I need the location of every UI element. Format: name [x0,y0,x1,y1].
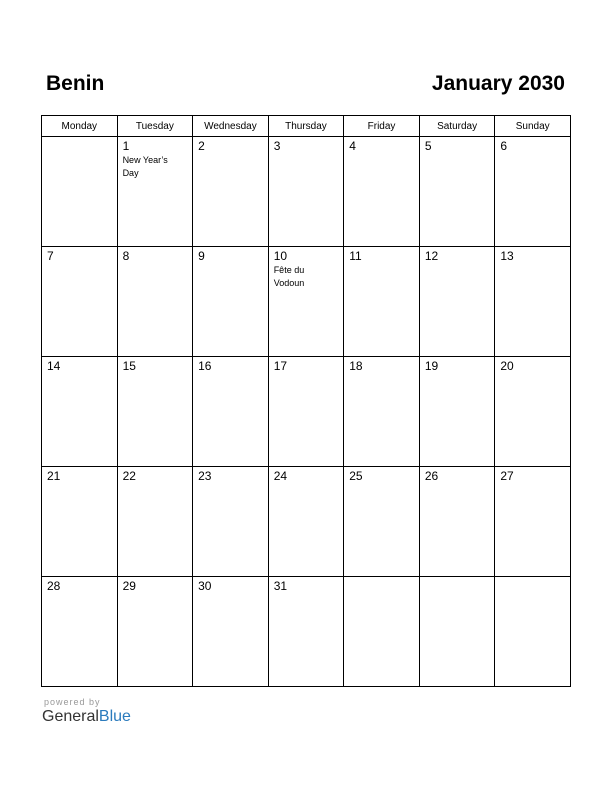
calendar-body [42,137,571,687]
day-cell [42,577,118,687]
day-number: 15 [122,359,136,373]
day-cell [268,357,344,467]
day-number: 2 [198,139,205,153]
day-cell-content [344,577,419,580]
weekday-header: Saturday [419,116,495,137]
day-cell [495,577,571,687]
day-number: 14 [47,359,61,373]
weekday-header: Monday [42,116,118,137]
day-cell [193,357,269,467]
holiday-label: Fête du Vodoun [273,265,305,288]
day-cell [344,137,420,247]
day-cell [117,577,193,687]
day-cell-content [193,357,268,373]
day-cell [344,467,420,577]
day-number: 27 [500,469,514,483]
day-cell [42,137,118,247]
day-cell-content [193,247,268,263]
day-cell [117,247,193,357]
day-cell-content [42,357,117,373]
day-cell [495,467,571,577]
day-cell [117,467,193,577]
day-cell-content [269,247,344,290]
holiday-label: New Year’s Day [122,155,168,178]
day-cell-content [420,357,495,373]
day-cell-content [495,467,570,483]
week-row [42,577,571,687]
day-cell [193,467,269,577]
day-number: 24 [273,469,288,483]
month-title: January 2030 [431,72,565,95]
day-number: 30 [198,579,212,593]
day-number: 13 [500,249,514,263]
day-cell-content [42,577,117,593]
day-number: 31 [273,579,288,593]
day-cell-content [495,137,570,153]
calendar-grid [41,115,571,687]
day-number: 16 [198,359,212,373]
day-cell-content [193,467,268,483]
day-cell [117,137,193,247]
day-number: 12 [424,249,439,263]
weekday-header: Thursday [268,116,344,137]
day-cell-content [269,577,344,593]
week-row [42,467,571,577]
weekday-header: Sunday [495,116,571,137]
day-number: 1 [122,139,130,153]
day-cell [495,357,571,467]
day-number: 9 [198,249,205,263]
day-cell [42,467,118,577]
day-number: 19 [424,359,439,373]
brand-blue-text: Blue [98,708,131,725]
day-cell [495,137,571,247]
day-number: 11 [349,249,362,263]
day-number: 3 [273,139,281,153]
day-cell-content [193,577,268,593]
day-number: 4 [349,139,356,153]
day-number: 17 [273,359,288,373]
day-cell [419,357,495,467]
day-cell [42,247,118,357]
day-cell-content [118,247,193,263]
weekday-header: Tuesday [117,116,193,137]
day-cell [495,247,571,357]
day-cell [344,577,420,687]
day-cell-content [42,137,117,140]
day-cell-content [42,467,117,483]
weekday-header: Wednesday [193,116,269,137]
country-title: Benin [46,72,105,95]
day-number: 25 [349,469,363,483]
day-cell [42,357,118,467]
day-number: 18 [349,359,363,373]
day-cell-content [420,577,495,580]
day-number: 28 [47,579,61,593]
week-row [42,357,571,467]
day-cell-content [344,247,419,263]
day-number: 10 [273,249,288,263]
day-cell-content [118,577,193,593]
day-cell-content [118,467,193,483]
day-number: 22 [122,469,136,483]
day-number: 5 [424,139,432,153]
day-number: 6 [500,139,508,153]
day-cell-content [420,247,495,263]
day-cell [419,137,495,247]
day-cell-content [420,467,495,483]
day-number: 8 [122,249,130,263]
day-cell [419,247,495,357]
day-cell [268,247,344,357]
day-cell-content [420,137,495,153]
generalblue-logo [42,708,131,726]
day-cell [193,247,269,357]
day-cell-content [344,467,419,483]
day-cell-content [269,467,344,483]
day-cell-content [495,247,570,263]
day-cell-content [193,137,268,153]
week-row [42,137,571,247]
day-cell [344,247,420,357]
day-cell-content [495,357,570,373]
powered-by-label: powered by [44,697,101,707]
day-cell [419,467,495,577]
day-number: 26 [424,469,439,483]
day-cell-content [42,247,117,263]
brand-general-text: General [42,708,99,725]
day-number: 29 [122,579,136,593]
week-row [42,247,571,357]
day-cell-content [344,357,419,373]
day-cell-content [118,357,193,373]
day-cell-content [269,357,344,373]
day-cell-content [495,577,570,580]
weekday-header-row [42,116,571,137]
day-cell [268,467,344,577]
day-cell [193,137,269,247]
weekday-header: Friday [344,116,420,137]
day-cell-content [118,137,193,180]
day-number: 21 [47,469,61,483]
day-cell-content [344,137,419,153]
day-number: 20 [500,359,514,373]
day-number: 7 [47,249,54,263]
day-cell [117,357,193,467]
day-number: 23 [198,469,212,483]
day-cell-content [269,137,344,153]
day-cell [419,577,495,687]
day-cell [268,137,344,247]
day-cell [344,357,420,467]
day-cell [268,577,344,687]
day-cell [193,577,269,687]
